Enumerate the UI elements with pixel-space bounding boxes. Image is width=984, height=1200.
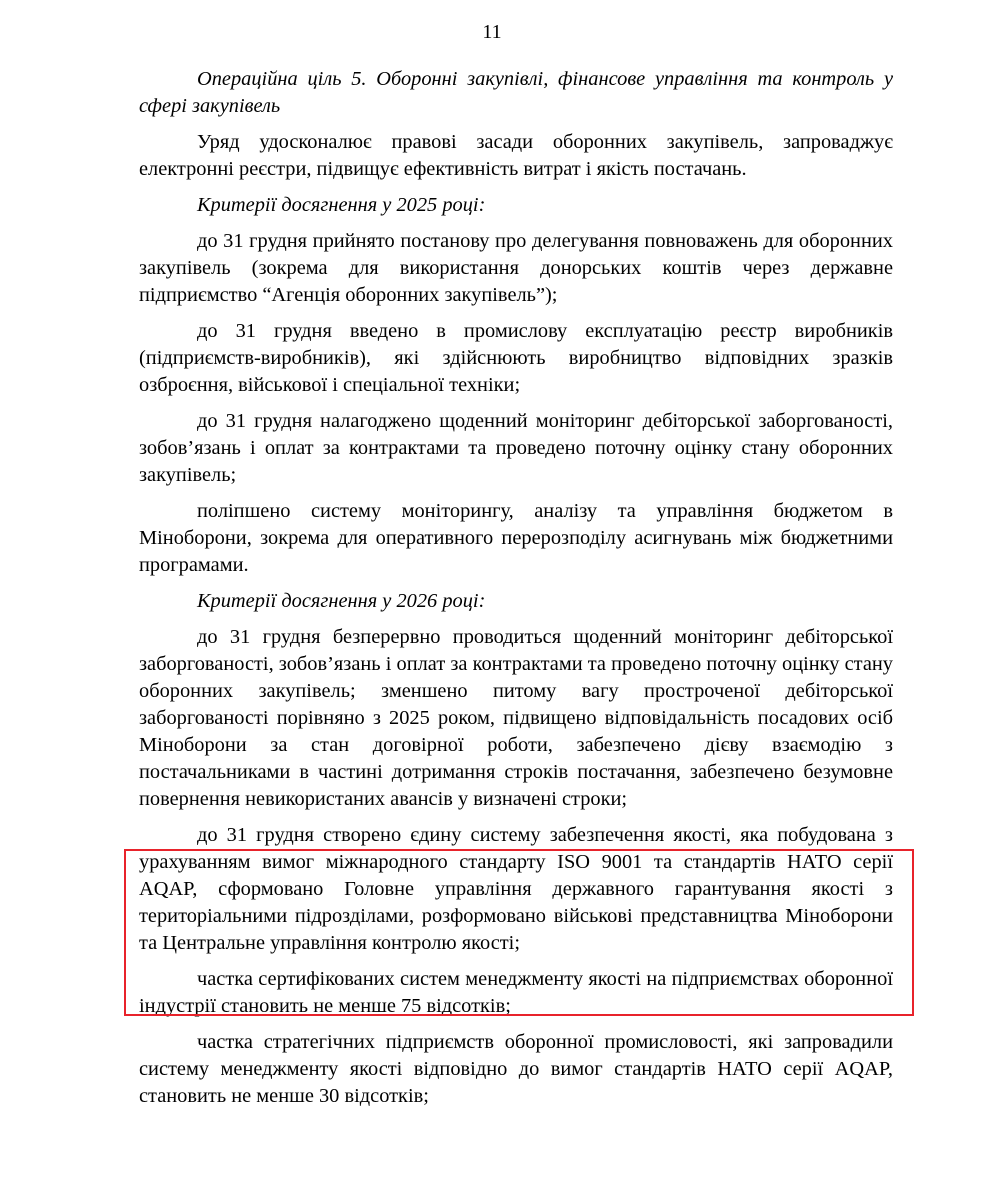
document-body: [139, 66, 893, 1119]
criteria-2025-item: поліпшено систему моніторингу, аналізу та управління бюджетом в Міноборони, зокрема для оперативного перерозподілу асигнувань між бюджетними програмами.: [139, 500, 893, 576]
criteria-2025-title: Критерії досягнення у 2025 році:: [197, 194, 486, 216]
criteria-2025-item: до 31 грудня прийнято постанову про делегування повноважень для оборонних закупівель (зокрема для використання донорських коштів через державне підприємство “Агенція оборонних закупівель”);: [139, 230, 893, 306]
criteria-2026-item: частка стратегічних підприємств оборонної промисловості, які запровадили систему менеджменту якості відповідно до вимог стандартів НАТО серії AQAP, становить не менше 30 відсотків;: [139, 1031, 893, 1107]
criteria-2025-item: до 31 грудня введено в промислову експлуатацію реєстр виробників (підприємств-виробників), які здійснюють виробництво відповідних зразків озброєння, військової і спеціальної техніки;: [139, 320, 893, 396]
criteria-2026-item-highlighted: до 31 грудня створено єдину систему забезпечення якості, яка побудована з урахуванням вимог міжнародного стандарту ISO 9001 та стандартів НАТО серії AQAP, сформовано Головне управління державного гарантування якості з територіальними підрозділами, розформовано військові представництва Міноборони та Центральне управління контролю якості;: [139, 824, 893, 954]
intro-paragraph: Уряд удосконалює правові засади оборонних закупівель, запроваджує електронні реєстри, підвищує ефективність витрат і якість постачань.: [139, 131, 893, 180]
criteria-2026-item: до 31 грудня безперервно проводиться щоденний моніторинг дебіторської заборгованості, зобов’язань і оплат за контрактами та проведено поточну оцінку стану оборонних закупівель; зменшено питому вагу простроченої дебіторської заборгованості порівняно з 2025 роком, підвищено відповідальність посадових осіб Міноборони за стан договірної роботи, забезпечено дієву взаємодію з постачальниками в частині дотримання строків постачання, забезпечено безумовне повернення невикористаних авансів у визначені строки;: [139, 626, 893, 810]
criteria-2026-item: частка сертифікованих систем менеджменту якості на підприємствах оборонної індустрії становить не менше 75 відсотків;: [139, 968, 893, 1017]
criteria-2025-item: до 31 грудня налагоджено щоденний моніторинг дебіторської заборгованості, зобов’язань і оплат за контрактами та проведено поточну оцінку стану оборонних закупівель;: [139, 410, 893, 486]
criteria-2026-title: Критерії досягнення у 2026 році:: [197, 590, 486, 612]
page-number: 11: [482, 21, 502, 43]
objective-heading: Операційна ціль 5. Оборонні закупівлі, фінансове управління та контроль у сфері закупівель: [139, 68, 893, 117]
